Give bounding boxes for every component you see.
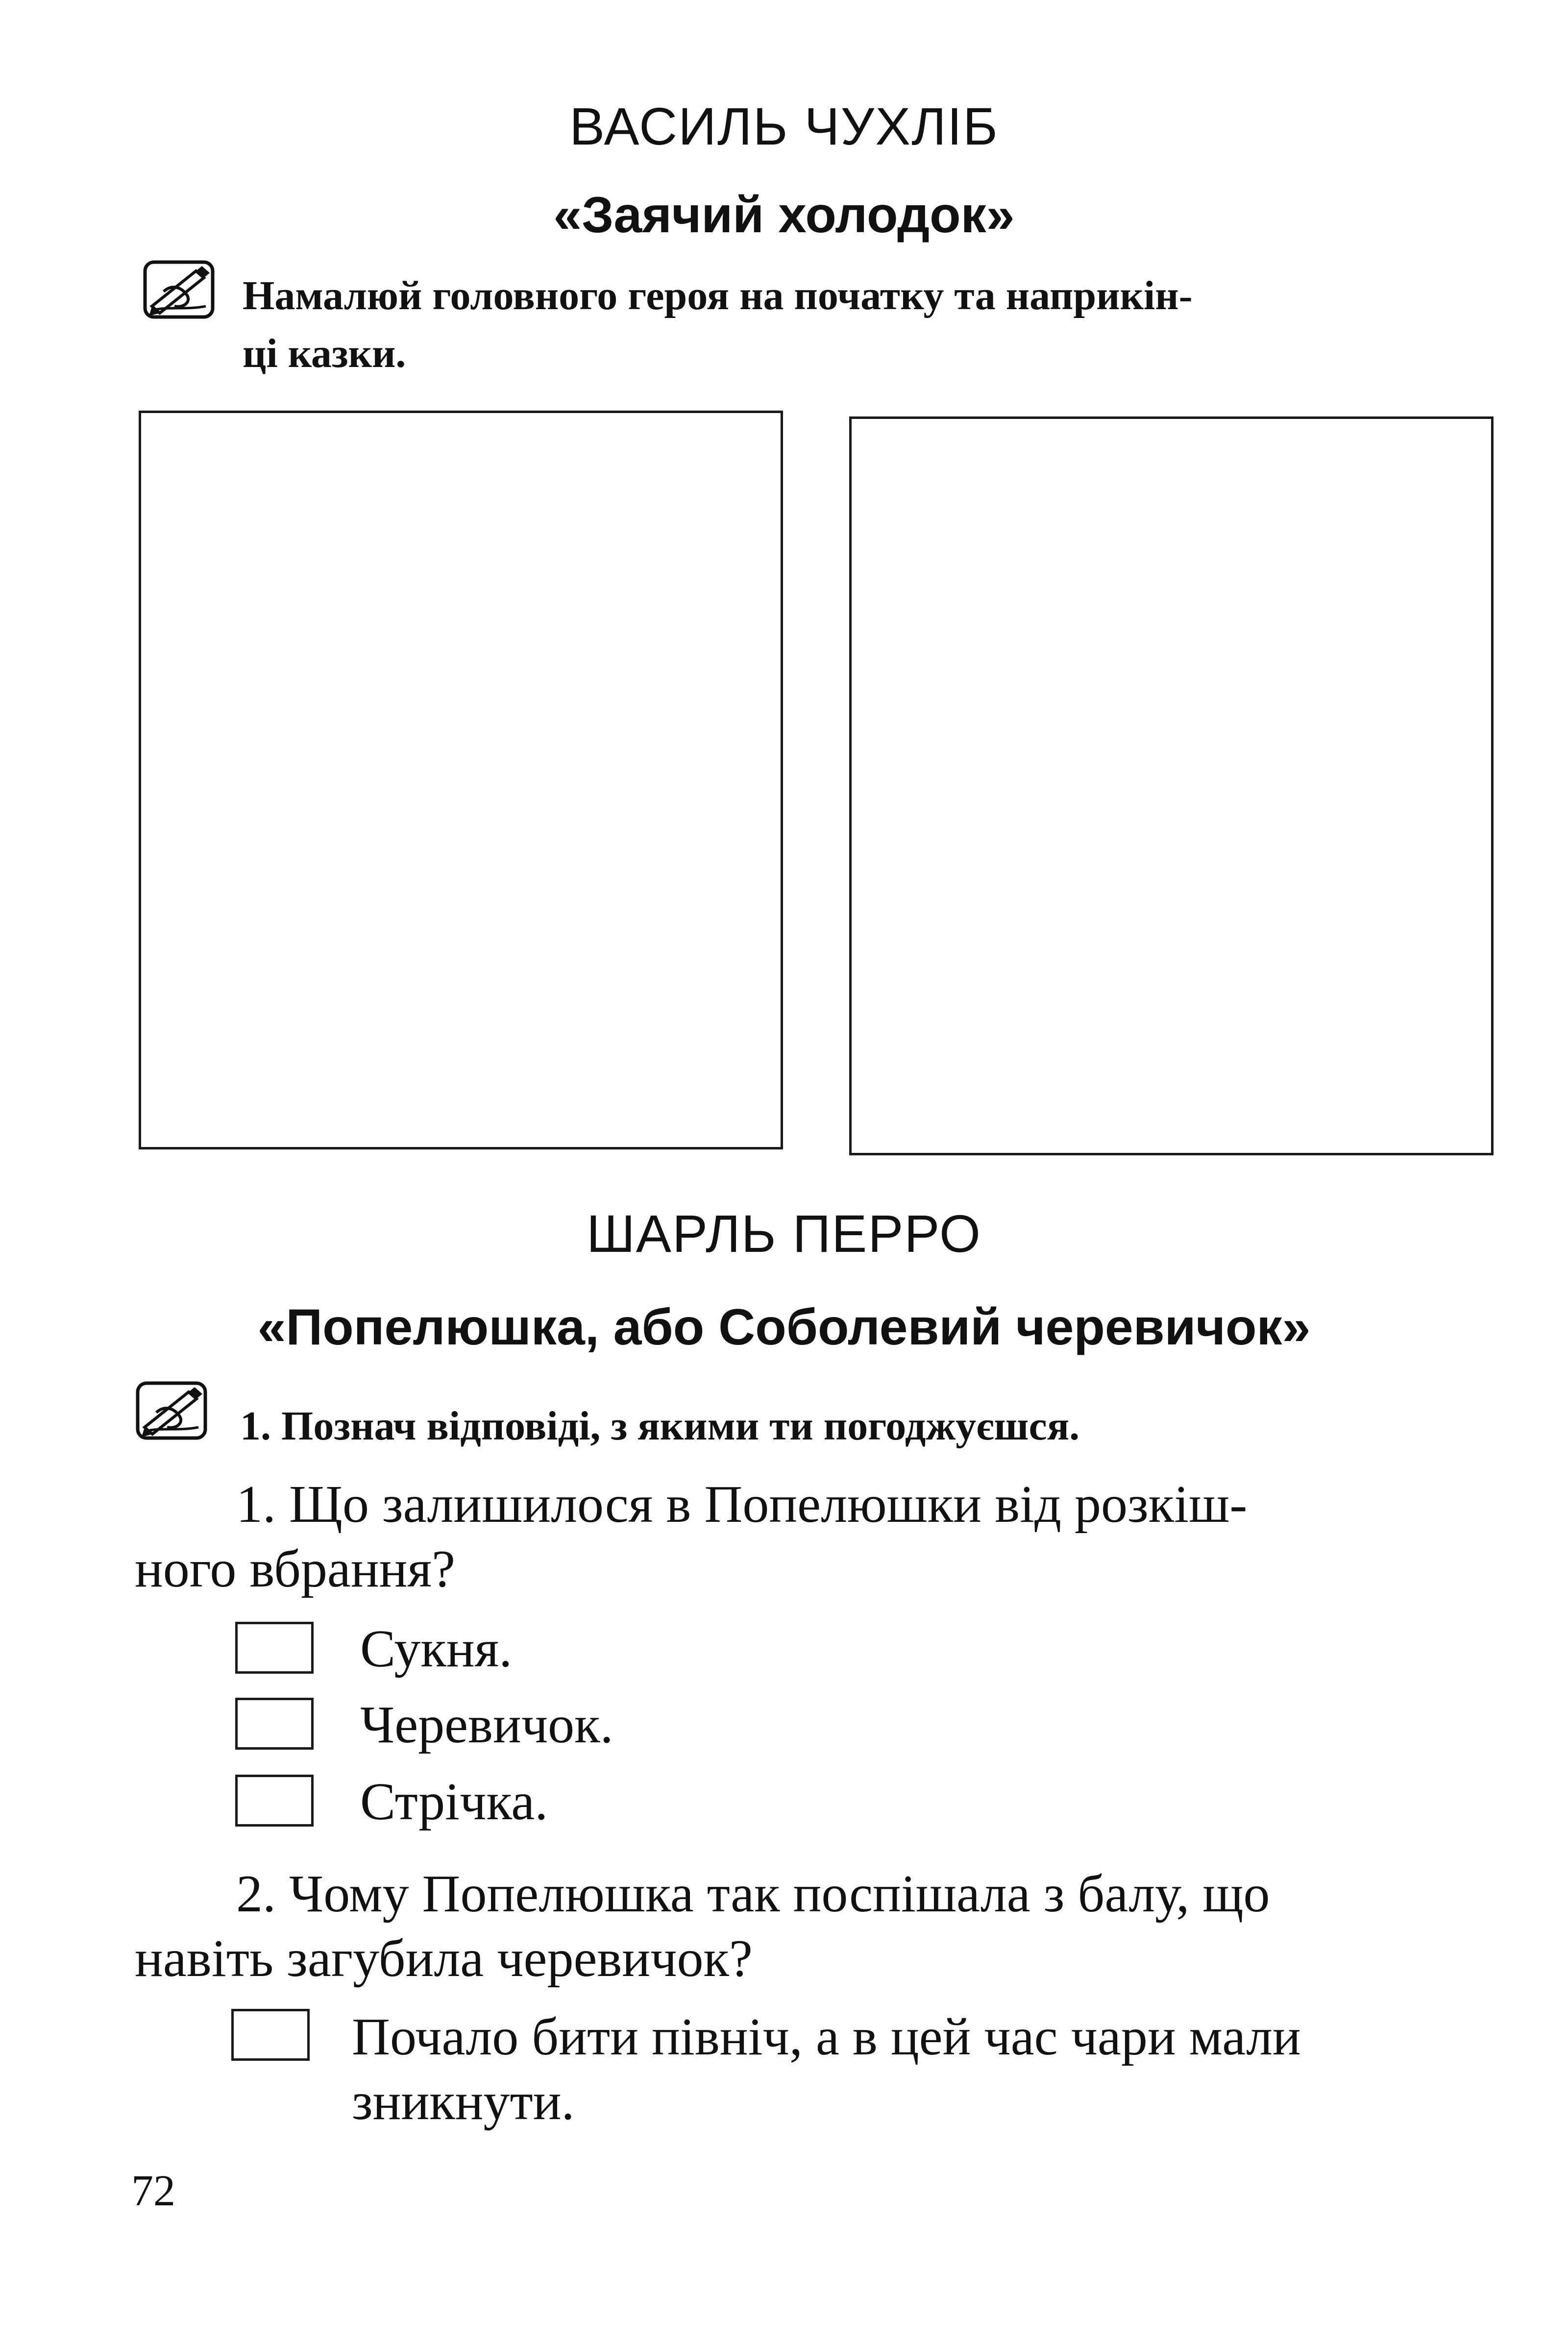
story-title: «Попелюшка, або Соболевий черевичок»: [257, 1299, 1311, 1356]
task-instruction: 1. Познач відповіді, з якими ти погоджуєшся.: [240, 1403, 1080, 1449]
option-label: Черевичок.: [360, 1696, 613, 1754]
option-line: зникнути.: [352, 2073, 575, 2131]
task-instruction: [243, 267, 1497, 383]
checkbox-option-midnight[interactable]: [231, 2009, 310, 2061]
option-label: Стрічка.: [360, 1773, 548, 1831]
option-label: Сукня.: [360, 1620, 513, 1678]
question-1: [236, 1472, 1491, 1537]
question-2-continuation: навіть загубила черевичок?: [135, 1929, 753, 1988]
option-label: [352, 2005, 1503, 2134]
checkbox-option-ribbon[interactable]: [235, 1775, 314, 1827]
author-heading: ВАСИЛЬ ЧУХЛІБ: [569, 97, 999, 156]
page-number: 72: [131, 2167, 175, 2215]
question-line: 1. Що залишилося в Попелюшки від розкіш-: [236, 1475, 1248, 1534]
option-line: Почало бити північ, а в цей час чари мали: [352, 2008, 1301, 2066]
question-1-continuation: ного вбрання?: [135, 1540, 456, 1598]
checkbox-option-dress[interactable]: [235, 1622, 314, 1674]
drawing-box-beginning[interactable]: [139, 411, 783, 1149]
story-title: «Заячий холодок»: [553, 187, 1015, 244]
question-2: 2. Чому Попелюшка так поспішала з балу, що: [236, 1865, 1270, 1923]
task-line: Намалюй головного героя на початку та наприкін-: [243, 273, 1193, 318]
pencil-hand-icon: [135, 1378, 208, 1443]
task-line: ці казки.: [243, 331, 406, 376]
checkbox-option-slipper[interactable]: [235, 1698, 314, 1750]
drawing-box-end[interactable]: [849, 416, 1494, 1155]
author-heading: ШАРЛЬ ПЕРРО: [586, 1204, 982, 1263]
pencil-hand-icon: [142, 257, 216, 322]
